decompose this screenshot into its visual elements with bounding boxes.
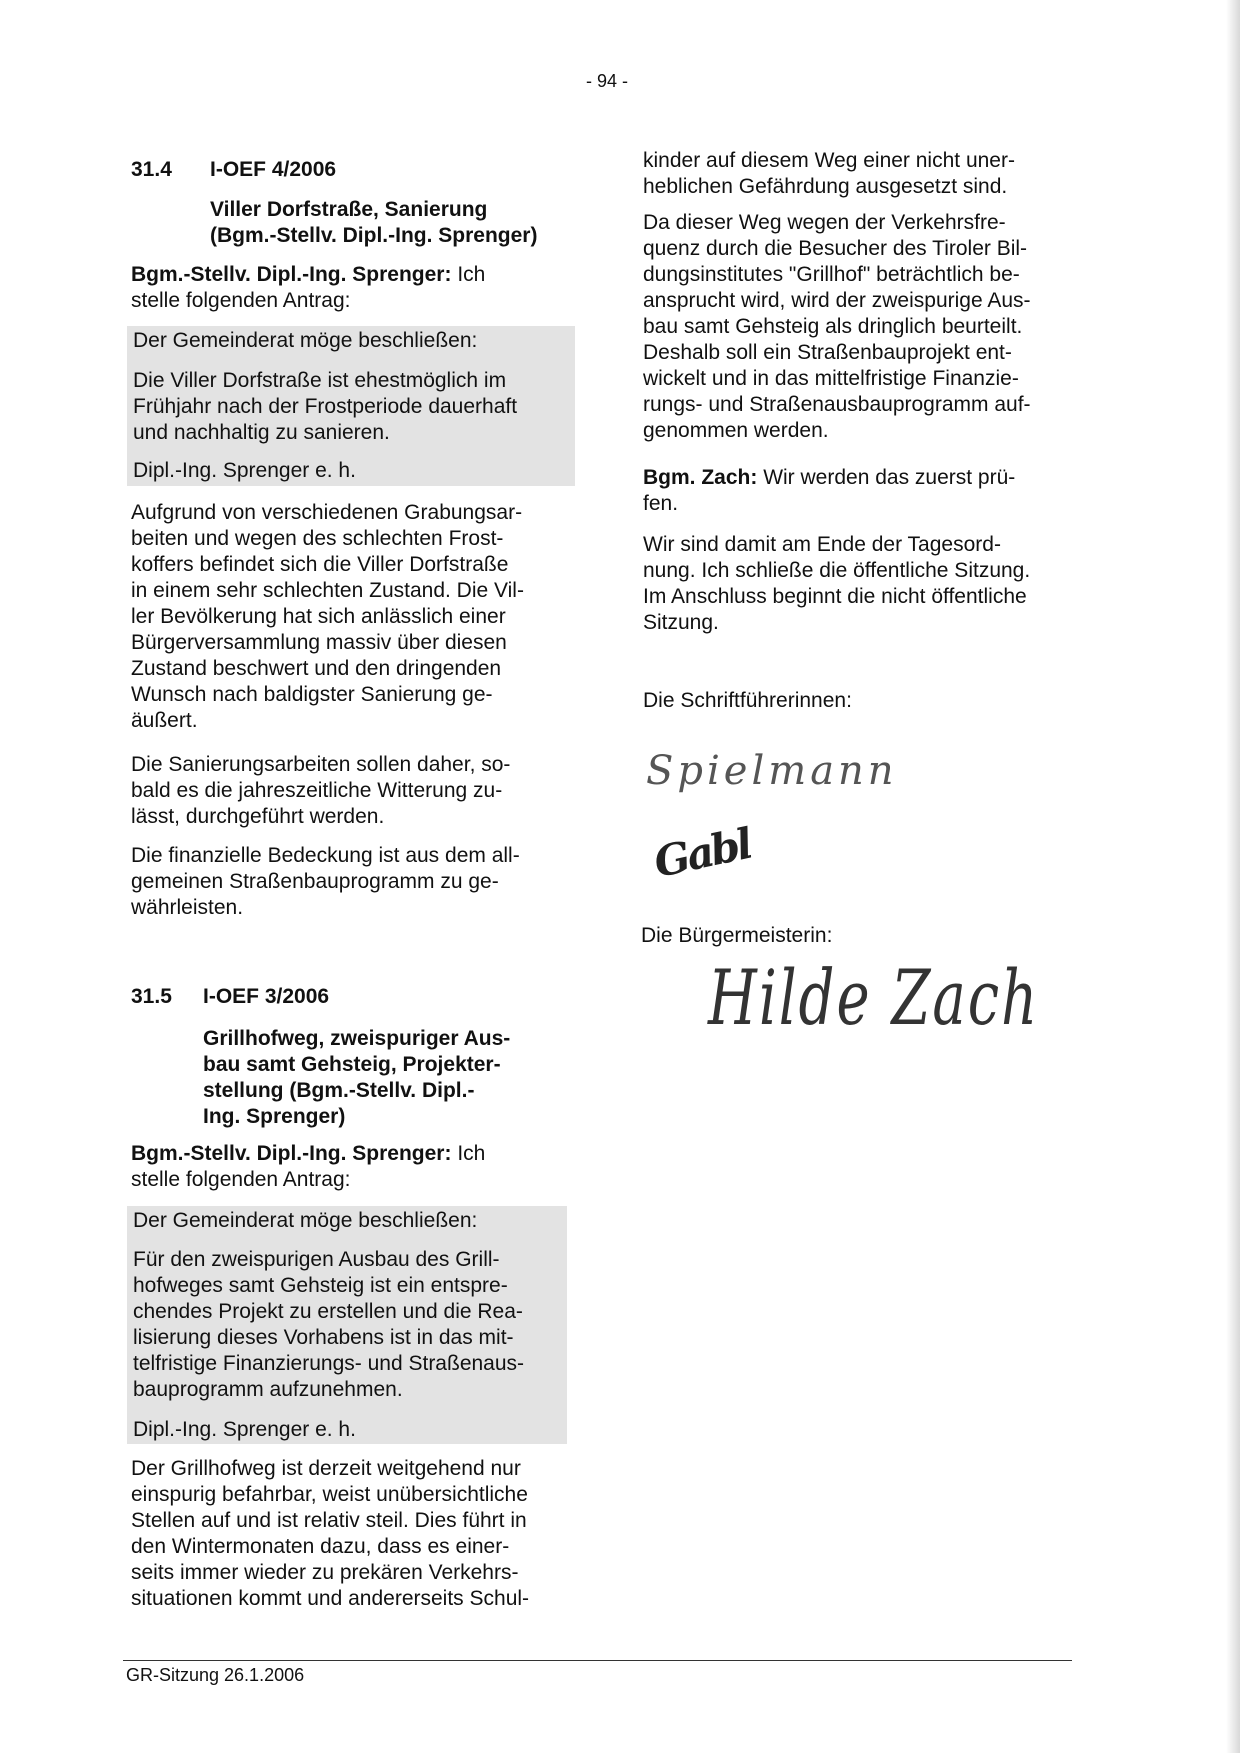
motion-body	[133, 368, 517, 446]
text-line: situationen kommt und andererseits Schul-	[131, 1587, 530, 1610]
text-line: heblichen Gefährdung ausgesetzt sind.	[643, 175, 1008, 198]
section-number: 31.5	[131, 985, 172, 1008]
paragraph	[643, 210, 1031, 444]
motion-body	[133, 1247, 524, 1403]
intro-text: stelle folgenden Antrag:	[131, 1168, 351, 1191]
text-line: bau samt Gehsteig, Projekter-	[203, 1053, 501, 1076]
text-line: kinder auf diesem Weg einer nicht uner-	[643, 149, 1015, 172]
text-line: beiten und wegen des schlechten Frost-	[131, 527, 504, 550]
motion-head: Der Gemeinderat möge beschließen:	[133, 1209, 478, 1232]
text-line: einspurig befahrbar, weist unübersichtliche	[131, 1483, 528, 1506]
statement-text: Wir werden das zuerst prü-	[763, 466, 1016, 489]
signature-gabl: Gabl	[649, 819, 755, 887]
text-line: äußert.	[131, 709, 198, 732]
paragraph	[131, 1456, 529, 1612]
text-line: gemeinen Straßenbauprogramm zu ge-	[131, 870, 499, 893]
section-code: I-OEF 4/2006	[210, 158, 337, 181]
speaker-statement	[643, 465, 1015, 517]
section-title	[210, 197, 537, 249]
signature-spielmann: Spielmann	[646, 748, 898, 794]
intro-text: stelle folgenden Antrag:	[131, 289, 351, 312]
text-line: (Bgm.-Stellv. Dipl.-Ing. Sprenger)	[210, 224, 538, 247]
text-line: lässt, durchgeführt werden.	[131, 805, 385, 828]
footer-text: GR-Sitzung 26.1.2006	[126, 1665, 305, 1685]
text-line: telfristige Finanzierungs- und Straßenaus-	[133, 1352, 525, 1375]
text-line: hofweges samt Gehsteig ist ein entspre-	[133, 1274, 508, 1297]
text-line: ansprucht wird, wird der zweispurige Aus-	[643, 289, 1031, 312]
text-line: und nachhaltig zu sanieren.	[133, 421, 390, 444]
intro-text: Ich	[457, 263, 486, 286]
text-line: währleisten.	[131, 896, 244, 919]
speaker-name: Bgm.-Stellv. Dipl.-Ing. Sprenger:	[131, 1142, 452, 1165]
text-line: Die finanzielle Bedeckung ist aus dem all-	[131, 844, 520, 867]
motion-head: Der Gemeinderat möge beschließen:	[133, 329, 478, 352]
text-line: in einem sehr schlechten Zustand. Die Vil-	[131, 579, 524, 602]
text-line: Der Grillhofweg ist derzeit weitgehend nur	[131, 1457, 521, 1480]
text-line: Aufgrund von verschiedenen Grabungsar-	[131, 501, 523, 524]
statement-text: fen.	[643, 492, 679, 515]
text-line: lisierung dieses Vorhabens ist in das mit-	[133, 1326, 514, 1349]
paragraph	[131, 500, 524, 734]
text-line: wickelt und in das mittelfristige Finanzie-	[643, 367, 1019, 390]
section-number: 31.4	[131, 158, 172, 181]
text-line: Deshalb soll ein Straßenbauprojekt ent-	[643, 341, 1012, 364]
paragraph	[131, 843, 520, 921]
text-line: ler Bevölkerung hat sich anlässlich einer	[131, 605, 506, 628]
scan-edge-shadow	[1226, 0, 1240, 1753]
paragraph	[643, 148, 1015, 200]
text-line: bauprogramm aufzunehmen.	[133, 1378, 403, 1401]
text-line: koffers befindet sich die Viller Dorfstraße	[131, 553, 509, 576]
speaker-name: Bgm.-Stellv. Dipl.-Ing. Sprenger:	[131, 263, 452, 286]
text-line: Viller Dorfstraße, Sanierung	[210, 198, 488, 221]
intro-text: Ich	[457, 1142, 486, 1165]
speaker-name: Bgm. Zach:	[643, 466, 758, 489]
text-line: Wir sind damit am Ende der Tagesord-	[643, 533, 1001, 556]
text-line: genommen werden.	[643, 419, 829, 442]
text-line: Bürgerversammlung massiv über diesen	[131, 631, 507, 654]
motion-signature: Dipl.-Ing. Sprenger e. h.	[133, 459, 356, 482]
text-line: nung. Ich schließe die öffentliche Sitzung.	[643, 559, 1031, 582]
text-line: bau samt Gehsteig als dringlich beurteilt.	[643, 315, 1023, 338]
motion-signature: Dipl.-Ing. Sprenger e. h.	[133, 1418, 356, 1441]
text-line: Die Viller Dorfstraße ist ehestmöglich im	[133, 369, 507, 392]
mayor-label: Die Bürgermeisterin:	[641, 924, 833, 947]
section-title	[203, 1026, 510, 1130]
text-line: Grillhofweg, zweispuriger Aus-	[203, 1027, 511, 1050]
text-line: Sitzung.	[643, 611, 719, 634]
speaker-intro	[131, 262, 485, 314]
text-line: rungs- und Straßenausbauprogramm auf-	[643, 393, 1031, 416]
text-line: Frühjahr nach der Frostperiode dauerhaft	[133, 395, 518, 418]
text-line: chendes Projekt zu erstellen und die Rea-	[133, 1300, 523, 1323]
secretaries-label: Die Schriftführerinnen:	[643, 689, 852, 712]
text-line: stellung (Bgm.-Stellv. Dipl.-	[203, 1079, 475, 1102]
text-line: Zustand beschwert und den dringenden	[131, 657, 502, 680]
text-line: quenz durch die Besucher des Tiroler Bil-	[643, 237, 1028, 260]
text-line: Ing. Sprenger)	[203, 1105, 346, 1128]
text-line: Stellen auf und ist relativ steil. Dies führt in	[131, 1509, 527, 1532]
text-line: Die Sanierungsarbeiten sollen daher, so-	[131, 753, 511, 776]
section-code: I-OEF 3/2006	[203, 985, 330, 1008]
text-line: den Wintermonaten dazu, dass es einer-	[131, 1535, 510, 1558]
text-line: Für den zweispurigen Ausbau des Grill-	[133, 1248, 500, 1271]
text-line: bald es die jahreszeitliche Witterung zu-	[131, 779, 503, 802]
text-line: Wunsch nach baldigster Sanierung ge-	[131, 683, 493, 706]
text-line: dungsinstitutes "Grillhof" beträchtlich be-	[643, 263, 1020, 286]
paragraph	[643, 532, 1030, 636]
text-line: seits immer wieder zu prekären Verkehrs-	[131, 1561, 519, 1584]
signature-zach: Hilde Zach	[708, 955, 1040, 1043]
footer-rule	[123, 1660, 1072, 1661]
text-line: Im Anschluss beginnt die nicht öffentliche	[643, 585, 1027, 608]
text-line: Da dieser Weg wegen der Verkehrsfre-	[643, 211, 1006, 234]
speaker-intro	[131, 1141, 485, 1193]
page-number: - 94 -	[586, 71, 629, 91]
paragraph	[131, 752, 510, 830]
